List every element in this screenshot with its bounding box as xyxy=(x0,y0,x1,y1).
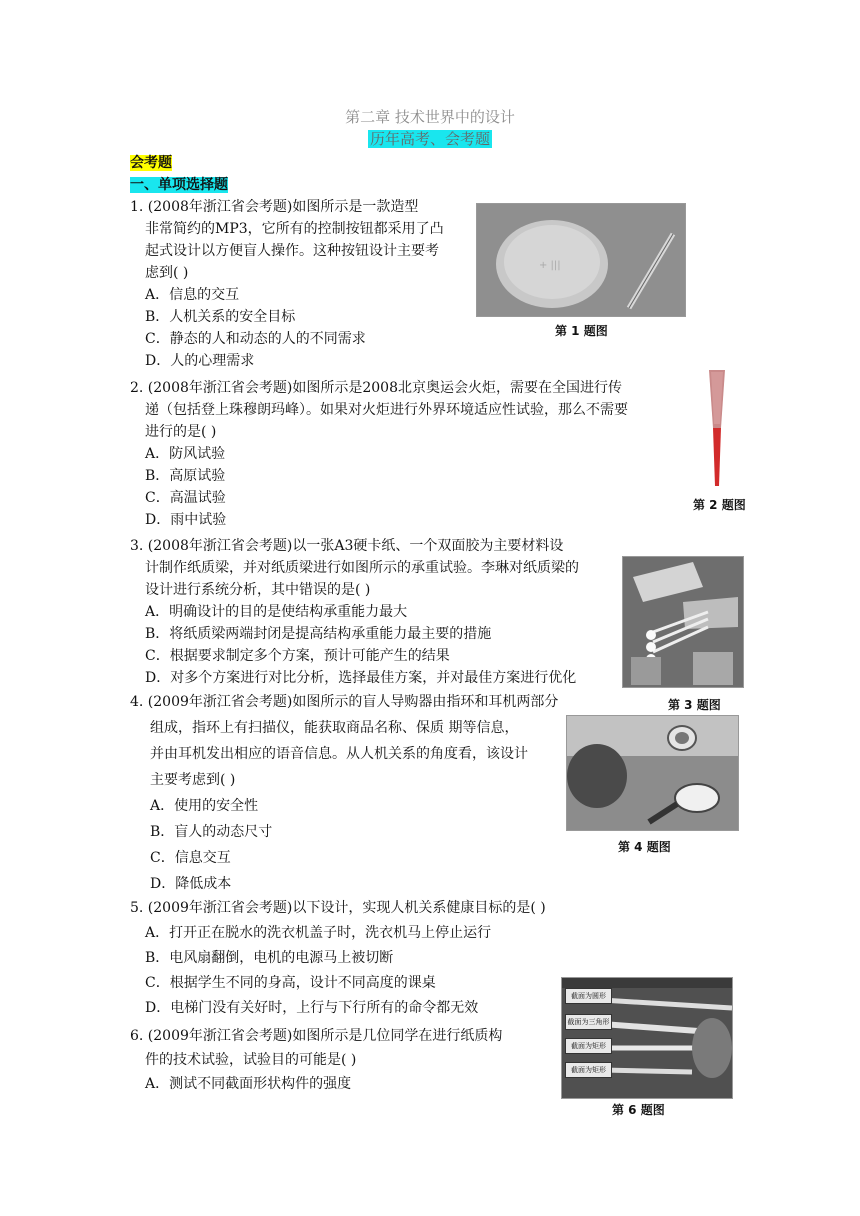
option: B．高原试验 xyxy=(145,468,226,484)
question-text: 非常简约的MP3，它所有的控制按钮都采用了凸 xyxy=(145,221,444,237)
svg-text:+ |||: + ||| xyxy=(539,260,561,271)
question-text: 3. (2008年浙江省会考题)以一张A3硬卡纸、一个双面胶为主要材料设 xyxy=(130,538,564,554)
option: D．电梯门没有关好时，上行与下行所有的命令都无效 xyxy=(145,1000,479,1016)
part-label-wrap xyxy=(130,174,228,194)
question-text: 4. (2009年浙江省会考题)如图所示的盲人导购器由指环和耳机两部分 xyxy=(130,694,559,710)
photo-label: 截面为矩形 xyxy=(565,1038,612,1054)
exam-label: 会考题 xyxy=(130,155,172,171)
blind-shopping-aid-photo xyxy=(566,715,739,831)
question-1 xyxy=(130,196,444,372)
option: A．使用的安全性 xyxy=(150,798,259,814)
option: B．人机关系的安全目标 xyxy=(145,309,296,325)
shopping-aid-illustration xyxy=(567,716,738,830)
option: A．明确设计的目的是使结构承重能力最大 xyxy=(145,604,408,620)
figure-caption: 第 6 题图 xyxy=(612,1103,665,1117)
question-3 xyxy=(130,535,579,689)
question-text: 2. (2008年浙江省会考题)如图所示是2008北京奥运会火炬，需要在全国进行传 xyxy=(130,380,622,396)
question-text: 6. (2009年浙江省会考题)如图所示是几位同学在进行纸质构 xyxy=(130,1028,503,1044)
paper-beam-illustration xyxy=(623,557,743,687)
mp3-illustration xyxy=(477,204,685,316)
photo-label: 截面为三角形 xyxy=(565,1014,612,1030)
question-text: 递（包括登上珠穆朗玛峰）。如果对火炬进行外界环境适应性试验，那么不需要 xyxy=(145,402,628,418)
option: B．将纸质梁两端封闭是提高结构承重能力最主要的措施 xyxy=(145,626,492,642)
figure-caption: 第 2 题图 xyxy=(693,498,746,512)
question-text: 并由耳机发出相应的语音信息。从人机关系的角度看，该设计 xyxy=(150,746,528,762)
question-4 xyxy=(130,691,558,895)
subtitle: 历年高考、会考题 xyxy=(369,130,490,148)
question-text: 虑到( ) xyxy=(145,265,189,281)
torch-photo xyxy=(706,368,728,488)
question-text: 进行的是( ) xyxy=(145,424,217,440)
photo-label: 截面为圆形 xyxy=(565,988,612,1004)
torch-illustration xyxy=(706,368,728,488)
paper-component-test-photo xyxy=(561,977,733,1099)
option: B．电风扇翻倒，电机的电源马上被切断 xyxy=(145,950,394,966)
option: D．人的心理需求 xyxy=(145,353,255,369)
option: C．高温试验 xyxy=(145,490,226,506)
option: D．雨中试验 xyxy=(145,512,227,528)
option: B．盲人的动态尺寸 xyxy=(150,824,273,840)
mp3-photo xyxy=(476,203,686,317)
exam-label-wrap xyxy=(130,152,172,172)
option: D．对多个方案进行对比分析，选择最佳方案，并对最佳方案进行优化 xyxy=(145,670,577,686)
question-text: 件的技术试验，试验目的可能是( ) xyxy=(145,1052,357,1068)
figure-caption: 第 1 题图 xyxy=(555,324,608,338)
question-6 xyxy=(130,1025,502,1095)
question-text: 1. (2008年浙江省会考题)如图所示是一款造型 xyxy=(130,199,419,215)
option: A．防风试验 xyxy=(145,446,226,462)
option: C．根据学生不同的身高，设计不同高度的课桌 xyxy=(145,975,436,991)
question-text: 组成，指环上有扫描仪，能获取商品名称、保质 期等信息， xyxy=(150,720,519,736)
question-text: 主要考虑到( ) xyxy=(150,772,236,788)
option: D．降低成本 xyxy=(150,876,232,892)
chapter-title: 第二章 技术世界中的设计 xyxy=(345,108,515,126)
question-text: 5. (2009年浙江省会考题)以下设计，实现人机关系健康目标的是( ) xyxy=(130,900,546,916)
paper-beam-photo xyxy=(622,556,744,688)
figure-caption: 第 4 题图 xyxy=(618,840,671,854)
option: C．信息交互 xyxy=(150,850,231,866)
question-text: 设计进行系统分析，其中错误的是( ) xyxy=(145,582,371,598)
question-2 xyxy=(130,377,628,531)
option: C．静态的人和动态的人的不同需求 xyxy=(145,331,366,347)
question-5 xyxy=(130,897,546,1019)
figure-caption: 第 3 题图 xyxy=(668,698,721,712)
option: A．打开正在脱水的洗衣机盖子时，洗衣机马上停止运行 xyxy=(145,925,492,941)
question-text: 计制作纸质梁，并对纸质梁进行如图所示的承重试验。李琳对纸质梁的 xyxy=(145,560,579,576)
option: A．测试不同截面形状构件的强度 xyxy=(145,1076,352,1092)
option: C．根据要求制定多个方案，预计可能产生的结果 xyxy=(145,648,450,664)
question-text: 起式设计以方便盲人操作。这种按钮设计主要考 xyxy=(145,243,439,259)
subtitle-wrap xyxy=(0,128,860,149)
part-label: 一、单项选择题 xyxy=(130,177,228,193)
option: A．信息的交互 xyxy=(145,287,240,303)
photo-label: 截面为矩形 xyxy=(565,1062,612,1078)
